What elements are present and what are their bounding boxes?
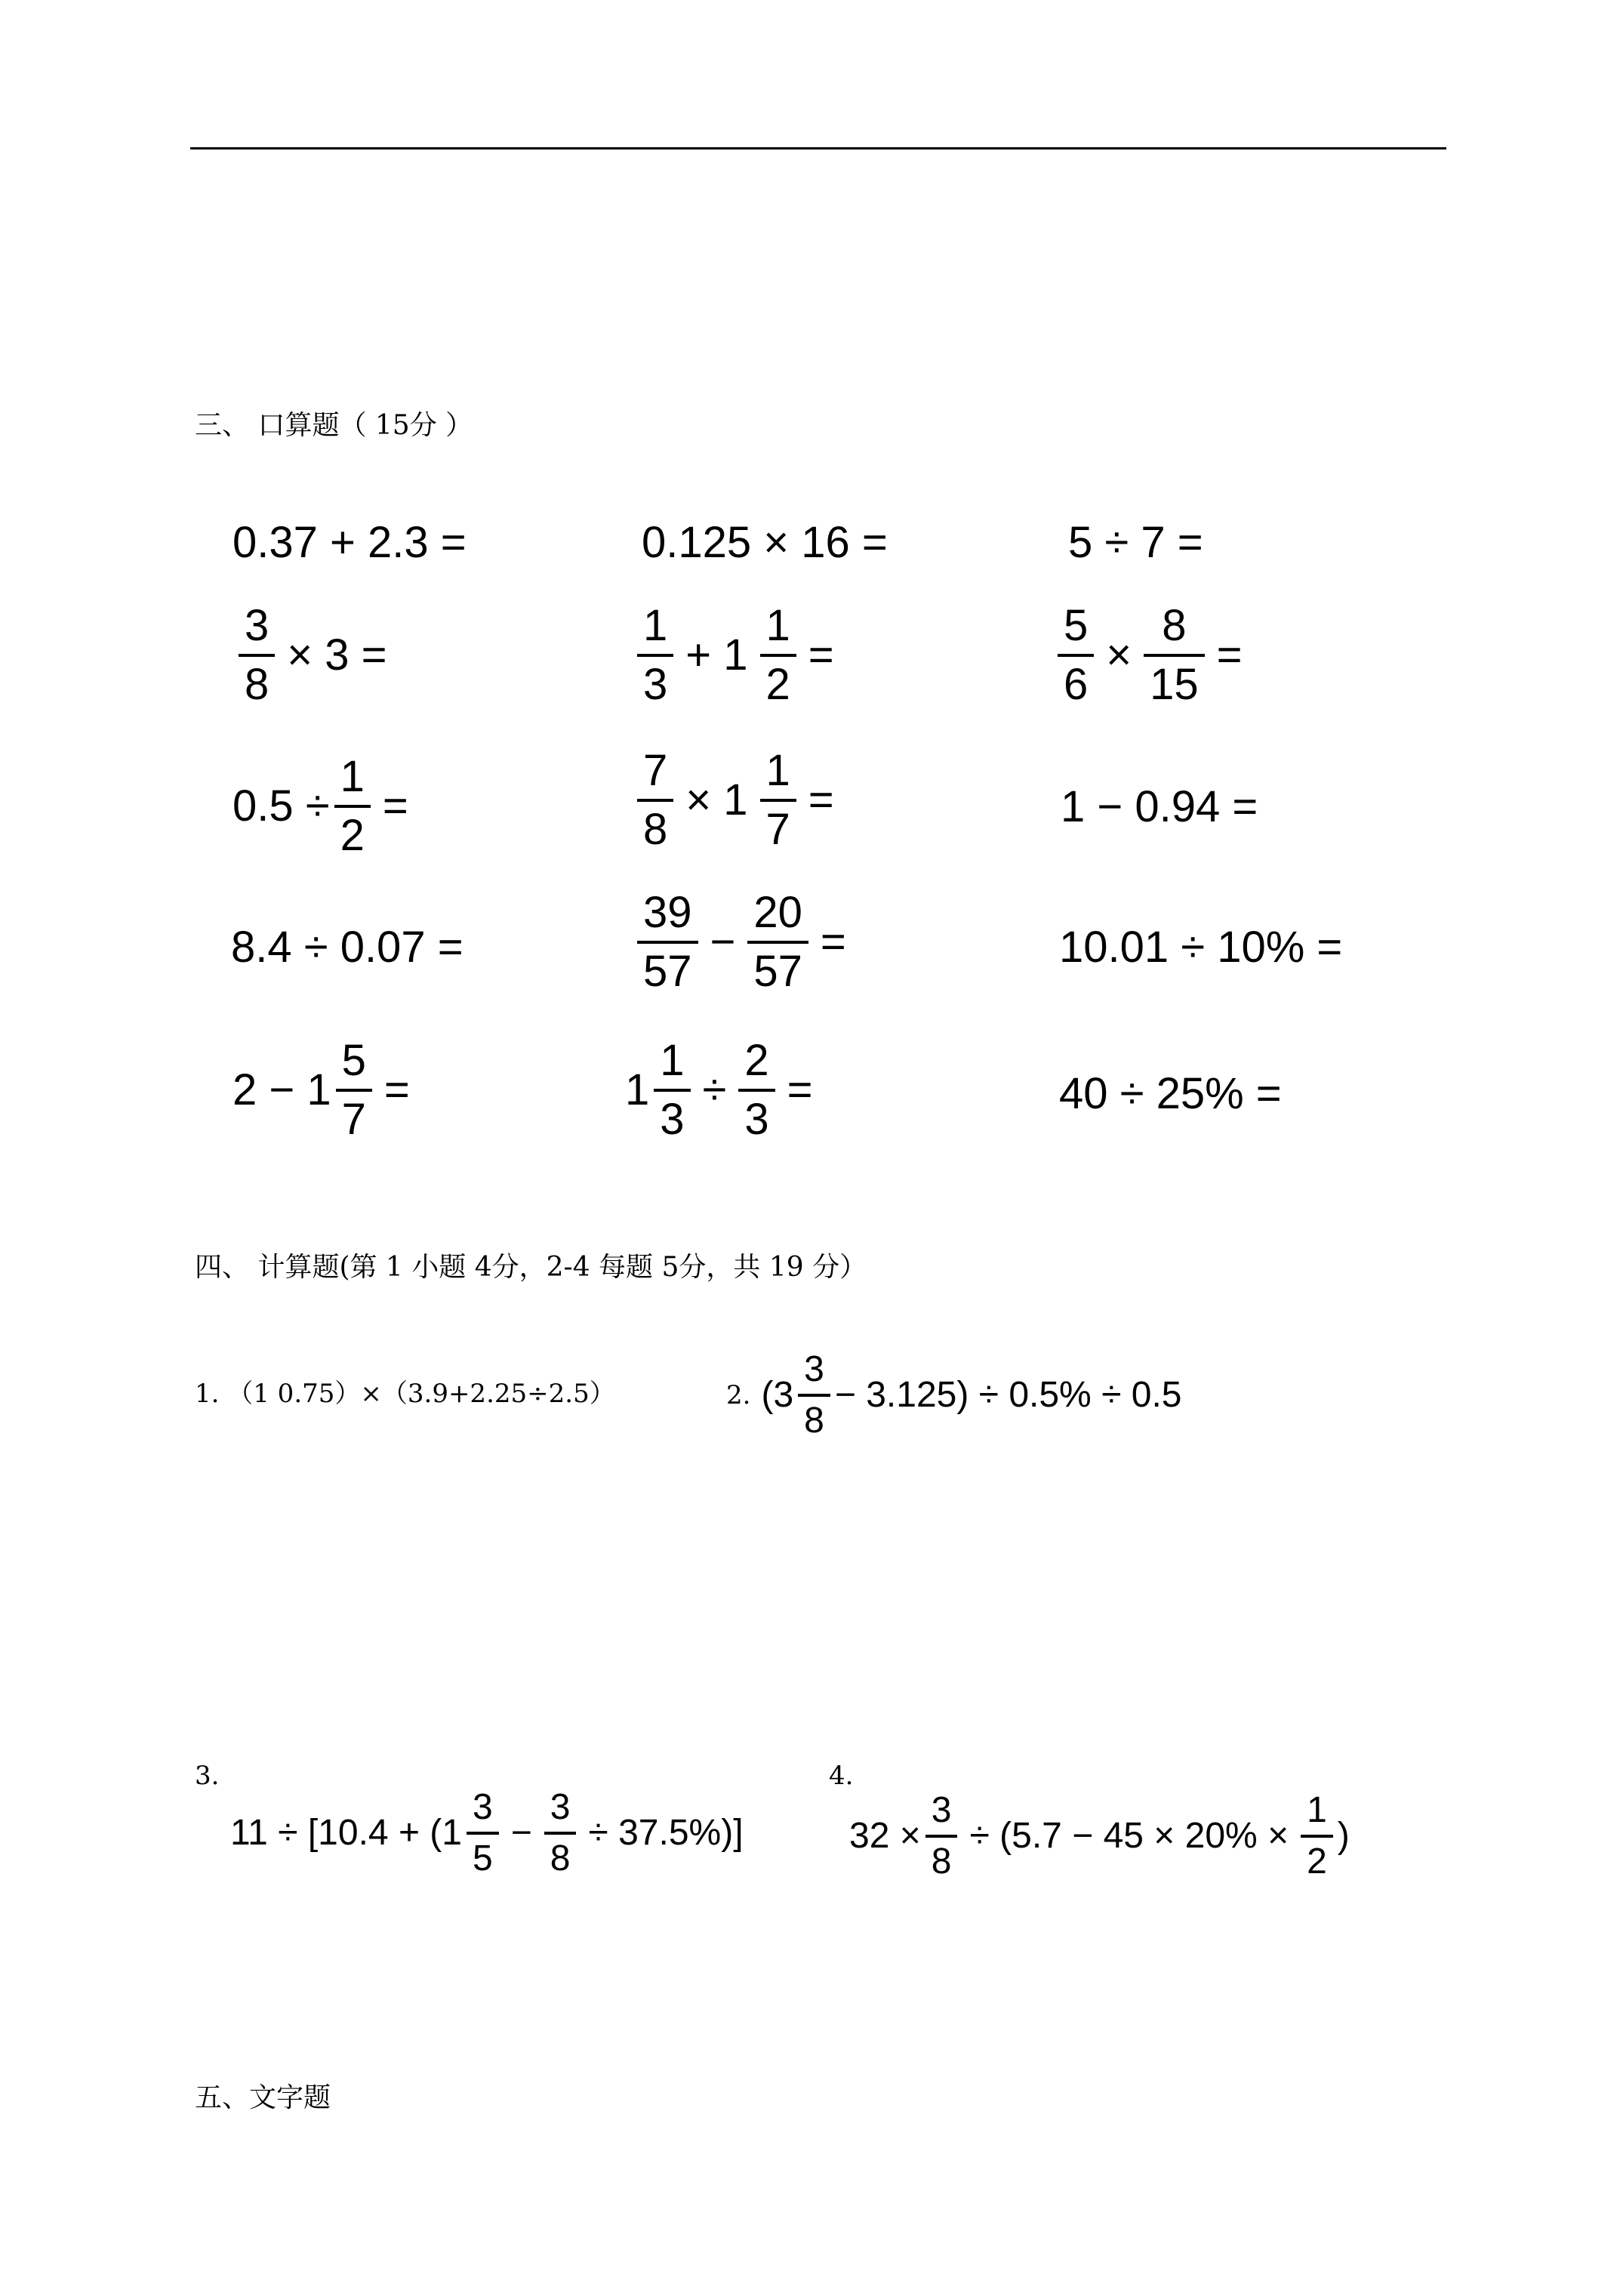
oral-3b: $\frac{7}{8}$ × 1 $\frac{1}{7}$ = <box>633 749 842 852</box>
oral-2c: $\frac{5}{6}$ × $\frac{8}{15}$ = <box>1053 604 1250 707</box>
fraction: $\frac{1}{3}$ <box>654 1039 690 1142</box>
calc-q4: 32 × $\frac{3}{8}$ ÷ (5.7 − 45 × 20% × $\frac{1}{2}$ ) <box>849 1790 1350 1881</box>
oral-3c: 1 − 0.94 = <box>1061 782 1258 831</box>
oral-2b: 1 3 + 1 $\frac{1}{2}$ = <box>633 604 842 707</box>
fraction: $\frac{5}{6}$ <box>1058 604 1094 707</box>
calc-q3-label: 3. <box>195 1761 220 1791</box>
fraction: $\frac{1}{2}$ <box>760 604 796 707</box>
calc-q3: 11 ÷ [10.4 + (1 3 5 − $\frac{3}{8}$ ÷ 37.5%)] <box>230 1787 744 1878</box>
fraction: 3 8 <box>798 1351 830 1439</box>
oral-3a: 0.5 ÷ $\frac{1}{2}$ = <box>233 752 408 860</box>
fraction: 39 57 <box>637 891 698 994</box>
oral-4a: 8.4 ÷ 0.07 = <box>231 923 463 972</box>
fraction: $\frac{3}{8}$ <box>544 1789 577 1877</box>
calc-q1: 1. （1 0.75）×（3.9+2.25÷2.5） <box>195 1379 615 1409</box>
oral-2a: $\frac{3}{8}$ × 3 = <box>234 604 395 707</box>
calc-q4-label: 4. <box>829 1761 854 1791</box>
oral-5a: 2 − 1 $\frac{5}{7}$ = <box>233 1036 410 1144</box>
section-5-title: 五、文字题 <box>195 2082 331 2113</box>
fraction: $\frac{3}{8}$ <box>239 604 275 707</box>
fraction: 1 3 <box>637 604 673 707</box>
fraction: $\frac{1}{7}$ <box>760 749 796 852</box>
oral-5b: 1 $\frac{1}{3}$ ÷ $\frac{2}{3}$ = <box>625 1036 813 1144</box>
oral-1a: 0.37 + 2.3 = <box>233 518 467 567</box>
fraction: $\frac{5}{7}$ <box>336 1039 372 1142</box>
fraction: $\frac{1}{2}$ <box>334 755 371 858</box>
section-3-title: 三、 口算题（ 15分 ） <box>195 410 473 441</box>
fraction: 3 5 <box>467 1789 499 1877</box>
oral-5c: 40 ÷ 25% = <box>1059 1069 1282 1118</box>
section-4-title: 四、 计算题(第 1 小题 4分，2-4 每题 5分，共 19 分） <box>195 1252 867 1283</box>
fraction: $\frac{8}{15}$ <box>1144 604 1205 707</box>
fraction: $\frac{2}{3}$ <box>738 1039 775 1142</box>
oral-1c: 5 ÷ 7 = <box>1068 518 1203 567</box>
fraction: $\frac{1}{2}$ <box>1301 1792 1333 1880</box>
header-rule <box>190 147 1446 149</box>
fraction: $\frac{7}{8}$ <box>637 749 673 852</box>
calc-q2: 2. (3 3 8 − 3.125) ÷ 0.5% ÷ 0.5 <box>726 1349 1182 1441</box>
fraction: $\frac{20}{57}$ <box>747 891 808 994</box>
fraction: $\frac{3}{8}$ <box>925 1792 958 1880</box>
oral-1b: 0.125 × 16 = <box>642 518 888 567</box>
oral-4c: 10.01 ÷ 10% = <box>1059 923 1343 972</box>
oral-4b: 39 57 − $\frac{20}{57}$ = <box>633 891 854 994</box>
